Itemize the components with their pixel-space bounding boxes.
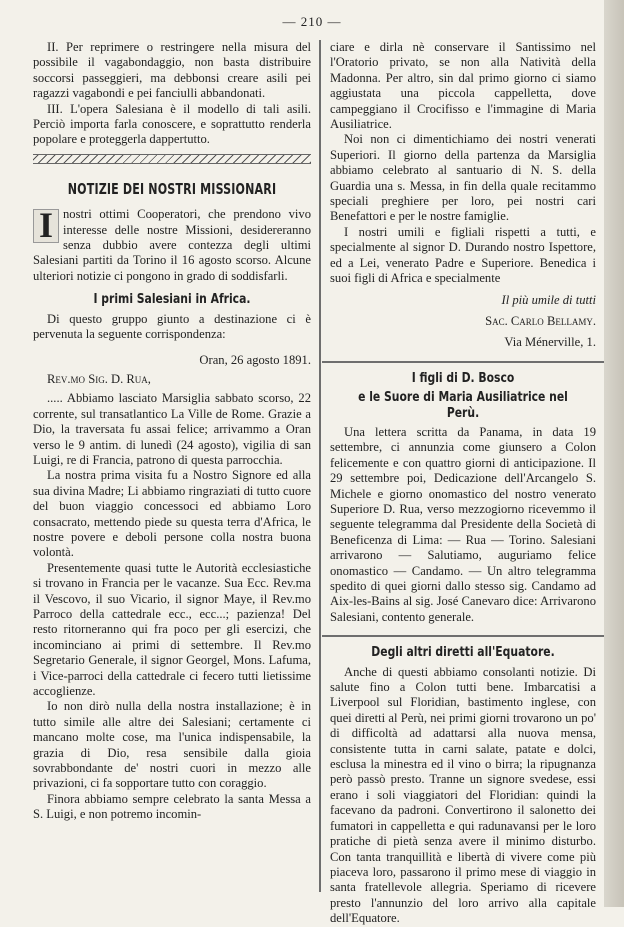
peru-paragraph: Una lettera scritta da Panama, in data 19 settembre, ci annunzia come giunsero a Colon felicemente e con quattro giorni di anticipazione. Il 29 settembre poi, Dedicazione dell'Arcangelo S. Michele e giorno onomastico del nostro venerato Superiore D. Rua, verso mezzogiorno ricevemmo il seguente telegramma dal Presidente della Società di Beneficenza di Lima: — Rua — Torino. Salesiani arrivarono — Salutiamo, auguriamo felice onomastico — Candamo. — Un altro telegramma spedito di quei giorni dallo stesso sig. Candamo ad Aix-les-Bains al sig. José Canevaro dice: Arrivarono Salesiani, contento generale. bbox=[330, 424, 596, 624]
paragraph-iii: III. L'opera Salesiana è il modello di tali asili. Perciò importa farla conoscere, e soprattutto renderla popolare e proteggerla dappertutto. bbox=[33, 101, 311, 147]
ecuador-paragraph: Anche di questi abbiamo consolanti notizie. Di salute fino a Colon tutti bene. Imbarcatisi a Liverpool sul Floridian, bastimento inglese, con quei diretti al Perù, nei primi giorni trovarono un po' di difficoltà ad adattarsi alla nuova mensa, consistente tutta in carni salate, patate e dolci, esclusa la minestra ed il vino o birra; la ripugnanza però passò presto. Tranne un signore svedese, essi erano i soli viaggiatori del Floridian: quindi la facevano da padroni. Convertirono il salonetto dei fumatori in cappelletta e qui radunavansi per le loro pratiche di pietà senza avere il minimo disturbo. Con tanta tranquillità e libertà di vivere come più piaceva loro, passarono il primo mese di viaggio in santa fratellevole allegria. Speriamo di ricevere presto l'annunzio del loro arrivo alla capitale dell'Equatore. bbox=[330, 664, 596, 926]
letter-continuation: ciare e dirla nè conservare il Santissimo nel l'Oratorio privato, se non alla Natività della Madonna. Per altro, sin dal primo giorno ci siamo aggiustata una piccola cappelletta, dove campeggiano il Crocifisso e l'immagine di Maria Ausiliatrice. bbox=[330, 40, 596, 132]
letter-addressee: Rev.mo Sig. D. Rua, bbox=[47, 371, 151, 386]
letter-signature: Sac. Carlo Bellamy. bbox=[485, 313, 596, 328]
letter-paragraph: I nostri umili e figliali rispetti a tutti, e specialmente al signor D. Durando nostro Ispettore, ed a Lei, venerato Padre e Superiore. Benedica i suoi figli di Africa e specialmente bbox=[330, 224, 596, 286]
left-column bbox=[33, 40, 311, 823]
page-edge-shadow bbox=[604, 0, 624, 907]
section-rule bbox=[322, 635, 604, 637]
drop-cap: I bbox=[33, 209, 59, 243]
paragraph-ii: II. Per reprimere o restringere nella misura del possibile il vagabondaggio, non basta distribuire soccorsi passeggieri, ma debbonsi creare asili pei ragazzi vagabondi e pei fanciulli abbandonati. bbox=[33, 40, 311, 101]
letter-paragraph: Io non dirò nulla della nostra installazione; è in tutto simile alle altre dei Salesiani; certamente ci mancano molte cose, ma l'unica indispensabile, la grazia di Dio, resa sensibile dalla gioia sovrabbondante de' nostri cuori in mezzo alle privazioni, ci fa sopportare tutto con coraggio. bbox=[33, 699, 311, 791]
letter-address: Via Ménerville, 1. bbox=[504, 335, 596, 350]
subheading-africa: I primi Salesiani in Africa. bbox=[93, 291, 251, 308]
subheading-peru-line1: I figli di D. Bosco bbox=[411, 369, 515, 386]
letter-paragraph: Noi non ci dimentichiamo dei nostri venerati Superiori. Il giorno della partenza da Marsiglia abbiamo celebrato al santuario di N. S. della Guardia una s. Messa, in fin della quale recitammo speciali preghiere per loro, pei nostri cari Benefattori e per le nostre famiglie. bbox=[330, 132, 596, 224]
section-heading: NOTIZIE DEI NOSTRI MISSIONARI bbox=[67, 179, 277, 198]
page-number: — 210 — bbox=[282, 14, 342, 29]
letter-closing: Il più umile di tutti bbox=[501, 292, 596, 307]
letter-paragraph: Presentemente quasi tutte le Autorità ecclesiastiche si trovano in Francia per le vacanze. Sua Ecc. Rev.ma il Vescovo, il suo Vicario, il signor Maye, il Rev.mo Parroco della cattedrale ecc., ecc...; pazienza! Del resto ritorneranno qui fra poco per gli esercizi, che incomincianо ai primi di settembre. Il Rev.mo Segretario Generale, il signor Georgel, Mons. Lafuma, i Vice-parroci della cattedrale ci fecero tutti lietissime accoglienze. bbox=[33, 560, 311, 699]
column-divider bbox=[319, 40, 321, 892]
letter-paragraph: ..... Abbiamo lasciato Marsiglia sabbato scorso, 22 corrente, sul transatlantico La Ville de Rome. Grazie a Dio, la traversata fu assai felice; arrivammo a Oran verso le 9 antim. di lunedì (24 agosto), vigilia di san Luigi, re di Francia, patrono di questa parrocchia. bbox=[33, 391, 311, 467]
section-rule bbox=[322, 361, 604, 363]
intro-paragraph bbox=[33, 207, 311, 284]
letter-paragraph: La nostra prima visita fu a Nostro Signore ed alla sua divina Madre; Li abbiamo ringraziati di tutto cuore del buon viaggio concessoci ed abbiamo Loro consacrato, mettendo piede su questa terra d'Africa, le nostre povere e deboli persone colla nostra buona volontà. bbox=[33, 468, 311, 560]
africa-intro: Di questo gruppo giunto a destinazione ci è pervenuta la seguente corrispondenza: bbox=[33, 311, 311, 342]
letter-paragraph: Finora abbiamo sempre celebrato la santa Messa a S. Luigi, e non potremo incomin- bbox=[33, 791, 311, 822]
ornamental-divider bbox=[33, 154, 311, 164]
subheading-ecuador: Degli altri diretti all'Equatore. bbox=[371, 644, 555, 661]
intro-text: nostri ottimi Cooperatori, che prendono vivo interesse delle nostre Missioni, desidereranno senza dubbio avere contezza degli ultimi Salesiani partiti da Torino il 16 agosto scorso. Alcune ulteriori notizie ci pongono in grado di soddisfarli. bbox=[33, 207, 311, 283]
letter-date: Oran, 26 agosto 1891. bbox=[199, 352, 311, 367]
subheading-peru-line2: e le Suore di Maria Ausiliatrice nel Perù. bbox=[358, 389, 568, 421]
right-column bbox=[330, 40, 596, 927]
